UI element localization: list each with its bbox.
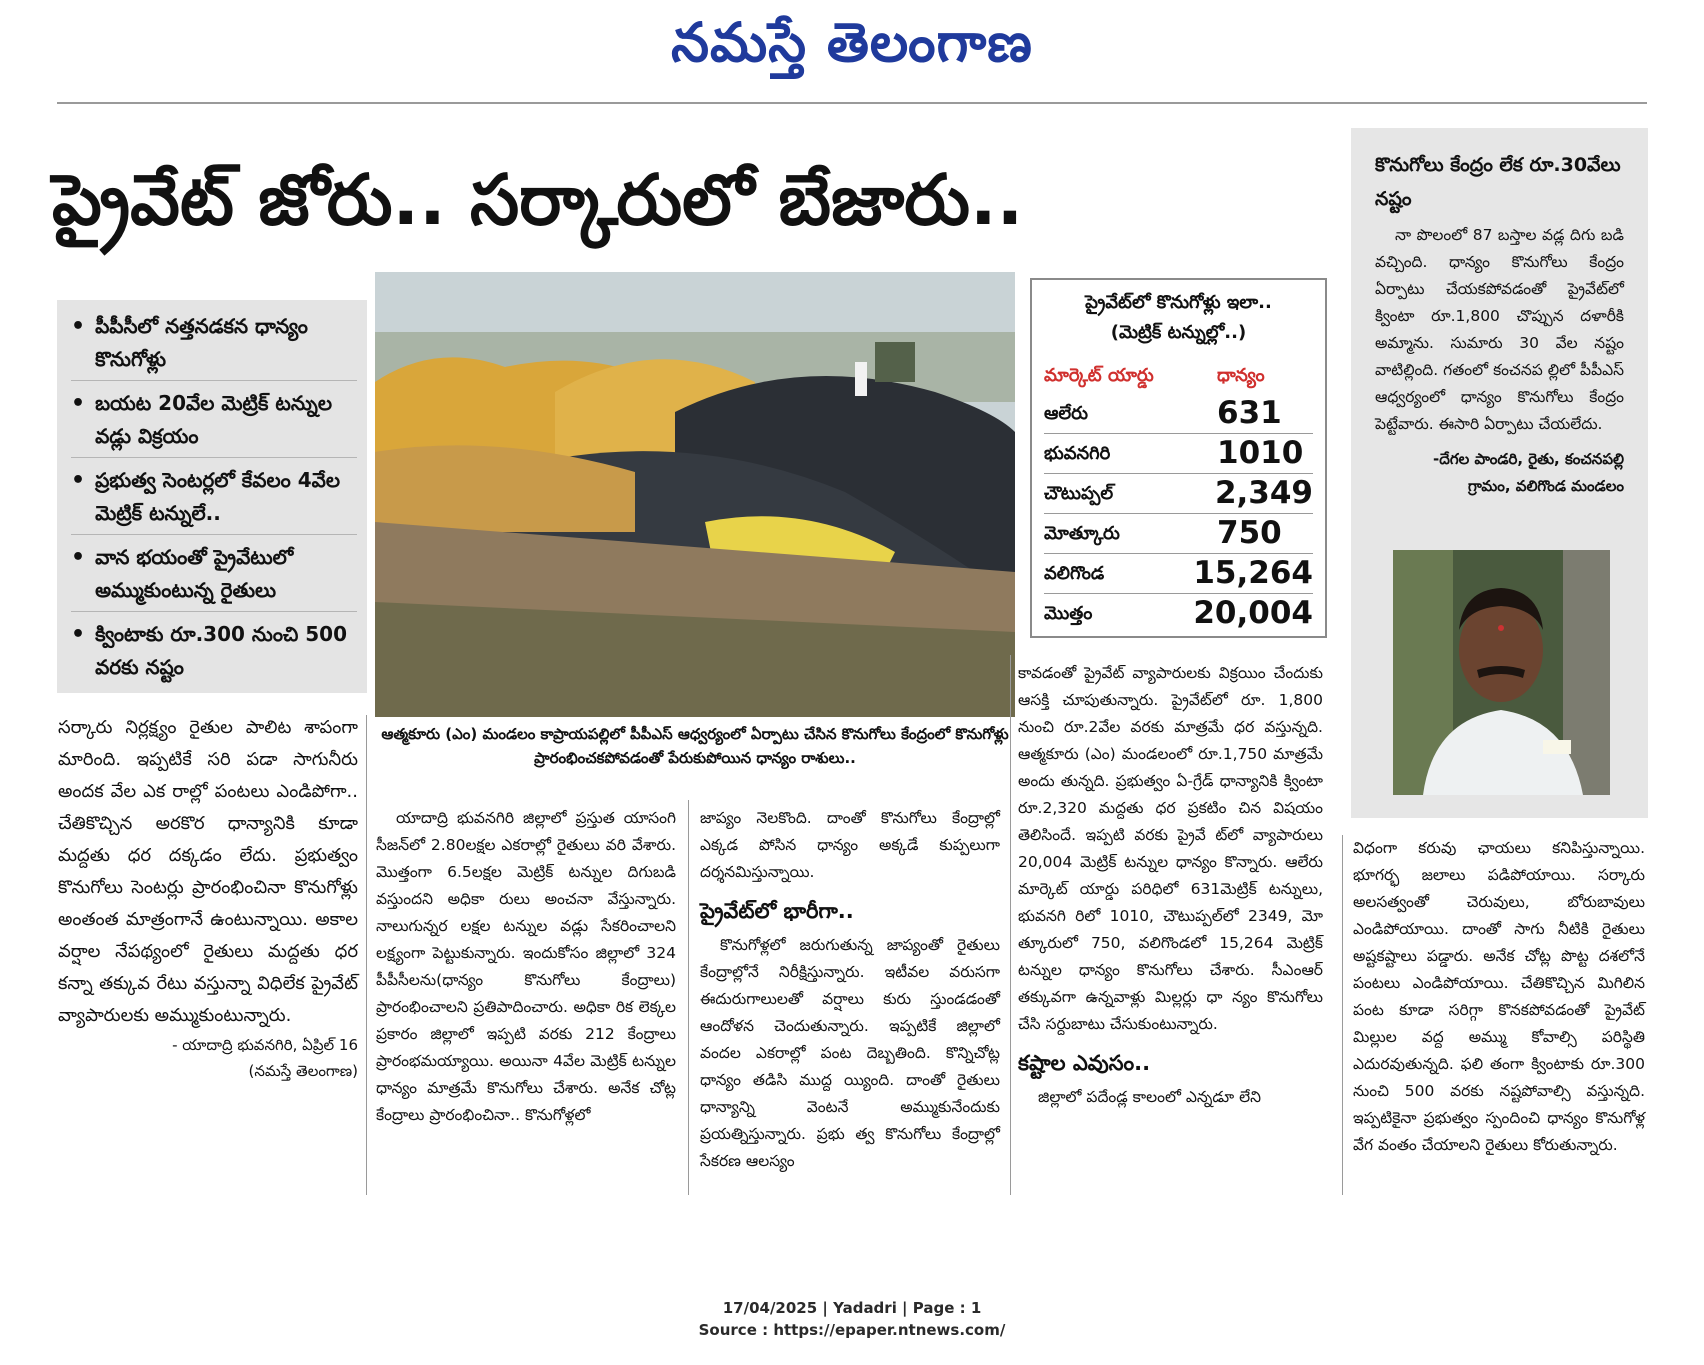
article-column-2 (376, 805, 676, 1200)
highlight-item (71, 464, 357, 535)
yard-qty: 1010 (1217, 435, 1304, 471)
grain-heaps-illustration (375, 272, 1015, 717)
table-subtitle: (మెట్రిక్ టన్నుల్లో..) (1110, 322, 1247, 343)
table-row (1044, 514, 1313, 554)
article-text: యాదాద్రి భువనగిరి జిల్లాలో ప్రస్తుత యాసంగి సీజన్‌లో 2.80లక్షల ఎకరాల్లో రైతులు వరి వేశారు. మొత్తంగా 6.5లక్షల మెట్రిక్ టన్నుల దిగుబడి వస్తుందని అధికా రులు అంచనా వేస్తున్నారు. నాలుగున్నర లక్షల టన్నుల వడ్లు సేకరించాలని లక్ష్యంగా పెట్టుకున్నారు. ఇందుకోసం జిల్లాలో 324 పీపీసీలను(ధాన్యం కొనుగోలు కేంద్రాలు) ప్రారంభించాలని ప్రతిపాదించారు. అధికా రిక లెక్కల ప్రకారం జిల్లాలో ఇప్పటి వరకు 212 కేంద్రాలు ప్రారంభమయ్యాయి. అయినా 4వేల మెట్రిక్ టన్నుల ధాన్యం మాత్రమే కొనుగోలు చేశారు. అనేక చోట్ల కేంద్రాలు ప్రారంభించినా.. కొనుగోళ్లలో (376, 809, 676, 1124)
yard-name: ఆలేరు (1044, 403, 1089, 424)
table-row (1044, 474, 1313, 514)
bullet-icon: • (71, 468, 86, 493)
yard-qty: 631 (1217, 395, 1282, 431)
table-total-row (1044, 594, 1313, 633)
yard-name: చౌటుప్పల్ (1044, 483, 1114, 504)
table-header (1044, 358, 1313, 394)
quote-body: నా పొలంలో 87 బస్తాల వడ్ల దిగు బడి వచ్చింది. ధాన్యం కొనుగోలు కేంద్రం ఏర్పాటు చేయకపోవడంతో ప్రైవేట్‌లో క్వింటా రూ.1,800 చొప్పున దళారీకి అమ్మాను. సుమారు 30 వేల నష్టం వాటిల్లింది. గతంలో కంచనప ల్లిలో పీపీఎస్ ఆధ్వర్యంలో ధాన్యం కొనుగోలు కేంద్రం పెట్టేవారు. ఈసారి ఏర్పాటు చేయలేదు. (1375, 226, 1624, 433)
total-qty: 20,004 (1193, 595, 1313, 631)
section-subhead: ప్రైవేట్‌లో భారీగా.. (700, 899, 854, 923)
bullet-icon: • (71, 391, 86, 416)
farmer-portrait (1393, 550, 1610, 795)
article-text: జిల్లాలో పదేండ్ల కాలంలో ఎన్నడూ లేని (1038, 1088, 1261, 1106)
article-text: విధంగా కరువు ఛాయలు కనిపిస్తున్నాయి. భూగర్భ జలాలు పడిపోయాయి. సర్కారు అలసత్వంతో చెరువులు, బోరుబావులు ఎండిపోయాయి. దాంతో సాగు నీటికి రైతులు అష్టకష్టాలు పడ్డారు. అనేక చోట్ల పొట్ట దశలోనే పంటలు ఎండిపోయాయి. చేతికొచ్చిన మిగిలిన పంట కూడా సరిగ్గా కొనకపోవడంతో ప్రైవేట్ మిల్లుల వద్ద అమ్ము కోవాల్సి పరిస్థితి ఎదురవుతున్నది. ఫలి తంగా క్వింటాకు రూ.300 నుంచి 500 వరకు నష్టపోవాల్సి వస్తున్నది. ఇప్పటికైనా ప్రభుత్వం స్పందించి ధాన్యం కొనుగోళ్ల వేగ వంతం చేయాలని రైతులు కోరుతున్నారు. (1353, 839, 1645, 1154)
yard-qty: 750 (1217, 515, 1282, 551)
photo-caption: ఆత్మకూరు (ఎం) మండలం కాప్రాయపల్లిలో పీపీఎస్ ఆధ్వర్యంలో ఏర్పాటు చేసిన కొనుగోలు కేంద్రంలో కొనుగోళ్లు ప్రారంభించకపోవడంతో పేరుకుపోయిన ధాన్యం రాశులు.. (381, 725, 1009, 767)
article-text: కావడంతో ప్రైవేట్ వ్యాపారులకు విక్రయిం చేందుకు ఆసక్తి చూపుతున్నారు. ప్రైవేట్‌లో రూ. 1,800 నుంచి రూ.2వేల వరకు మాత్రమే ధర వస్తున్నది. ఆత్మకూరు (ఎం) మండలంలో రూ.1,750 మాత్రమే అందు తున్నది. ప్రభుత్వం ఏ-గ్రేడ్ ధాన్యానికి క్వింటా రూ.2,320 మద్దతు ధర ప్రకటిం చిన విషయం తెలిసిందే. ఇప్పటి వరకు ప్రైవే ట్‌లో వ్యాపారులు 20,004 మెట్రిక్ టన్నుల ధాన్యం కొన్నారు. ఆలేరు మార్కెట్ యార్డు పరిధిలో 631మెట్రిక్ టన్నులు, భువనగి రిలో 1010, చౌటుప్పల్‌లో 2349, మో త్కూరులో 750, వలిగొండలో 15,264 మెట్రిక్ టన్నుల ధాన్యం కొనుగోలు చేశారు. సీఎంఆర్ తక్కువగా ఉన్నవాళ్లు మిల్లర్లు ధా న్యం కొనుగోలు చేసి సర్దుబాటు చేసుకుంటున్నారు. (1018, 664, 1323, 1033)
article-column-3 (700, 805, 1000, 1200)
article-text: కొనుగోళ్లలో జరుగుతున్న జాప్యంతో రైతులు కేంద్రాల్లోనే నిరీక్షిస్తున్నారు. ఇటీవల వరుసగా ఈదురుగాలులతో వర్షాలు కురు స్తుండడంతో ఆందోళన చెందుతున్నారు. ఇప్పటికే జిల్లాలో వందల ఎకరాల్లో పంట దెబ్బతింది. కొన్నిచోట్ల ధాన్యం తడిసి ముద్ద య్యింది. దాంతో రైతులు ధాన్యాన్ని వెంటనే అమ్ముకునేందుకు ప్రయత్నిస్తున్నారు. ప్రభు త్వ కొనుగోలు కేంద్రాల్లో సేకరణ ఆలస్యం (700, 936, 1000, 1170)
highlight-text: ప్రభుత్వ సెంటర్లలో కేవలం 4వేల మెట్రిక్ టన్నులే.. (95, 468, 341, 525)
highlight-text: వాన భయంతో ప్రైవేటులో అమ్ముకుంటున్న రైతులు (95, 545, 294, 602)
byline: (నమస్తే తెలంగాణ) (248, 1062, 358, 1080)
highlight-item (71, 387, 357, 458)
quote-credit: -దేగల పాండరి, రైతు, కంచనపల్లి (1433, 450, 1624, 468)
column-divider (366, 715, 367, 1195)
highlight-item (71, 541, 357, 612)
article-text: జాప్యం నెలకొంది. దాంతో కొనుగోలు కేంద్రాల్లో ఎక్కడ పోసిన ధాన్యం అక్కడే కుప్పలుగా దర్శనమిస్తున్నాయి. (700, 809, 1000, 881)
highlight-item (71, 618, 357, 688)
yard-name: వలిగొండ (1044, 563, 1105, 584)
page-headline: ప్రైవేట్ జోరు.. సర్కారులో బేజారు.. (52, 159, 1024, 241)
section-subhead: కష్టాల ఎవుసం.. (1018, 1051, 1151, 1075)
column-divider (1342, 835, 1343, 1195)
highlight-text: బయట 20వేల మెట్రిక్ టన్నుల వడ్లు విక్రయం (95, 391, 333, 448)
quote-credit-location: గ్రామం, వలిగొండ మండలం (1468, 477, 1624, 495)
header-market-yard: మార్కెట్ యార్డు (1044, 365, 1154, 386)
table-row (1044, 434, 1313, 474)
highlight-item (71, 310, 357, 381)
edition-info: 17/04/2025 | Yadadri | Page : 1 (722, 1299, 982, 1317)
masthead-divider (57, 102, 1647, 104)
source-url: Source : https://epaper.ntnews.com/ (698, 1321, 1006, 1339)
highlight-text: పీపీసీలో నత్తనడకన ధాన్యం కొనుగోళ్లు (95, 314, 308, 371)
grain-heaps-photo (375, 272, 1015, 717)
highlights-box (57, 300, 367, 693)
masthead-logo: నమస్తే తెలంగాణ (671, 11, 1033, 74)
table-row (1044, 554, 1313, 594)
farmer-portrait-illustration (1393, 550, 1610, 795)
lead-paragraph (58, 712, 358, 1192)
page-footer (0, 1297, 1704, 1341)
total-label: మొత్తం (1044, 603, 1093, 624)
table-row (1044, 394, 1313, 434)
yard-name: భువనగిరి (1044, 443, 1111, 464)
lead-text: సర్కారు నిర్లక్ష్యం రైతుల పాలిట శాపంగా మారింది. ఇప్పటికే సరి పడా సాగునీరు అందక వేల ఎక రాల్లో పంటలు ఎండిపోగా.. చేతికొచ్చిన అరకొర ధాన్యానికి కూడా మద్దతు ధర దక్కడం లేదు. ప్రభుత్వం కొనుగోలు సెంటర్లు ప్రారంభించినా కొనుగోళ్లు అంతంత మాత్రంగానే ఉంటున్నాయి. అకాల వర్షాల నేపథ్యంలో రైతులు మద్దతు ధర కన్నా తక్కువ రేటు వస్తున్నా విధిలేక ప్రైవేట్ వ్యాపారులకు అమ్ముకుంటున్నారు. (58, 717, 358, 1026)
bullet-icon: • (71, 622, 86, 647)
private-purchase-table (1030, 278, 1327, 638)
yard-qty: 2,349 (1214, 475, 1313, 511)
column-divider (688, 800, 689, 1195)
header-grain: ధాన్యం (1217, 365, 1265, 386)
highlight-text: క్వింటాకు రూ.300 నుంచి 500 వరకు నష్టం (95, 622, 348, 679)
table-title: ప్రైవేట్‌లో కొనుగోళ్లు ఇలా.. (1085, 292, 1272, 313)
yard-name: మోత్కూరు (1044, 523, 1120, 544)
article-column-4 (1018, 660, 1323, 1200)
column-divider (1010, 655, 1011, 1195)
yard-qty: 15,264 (1193, 555, 1313, 591)
dateline: - యాదాద్రి భువనగిరి, ఏప్రిల్ 16 (172, 1036, 358, 1054)
article-column-5 (1353, 835, 1645, 1195)
bullet-icon: • (71, 545, 86, 570)
bullet-icon: • (71, 314, 86, 339)
quote-title: కొనుగోలు కేంద్రం లేక రూ.30వేలు నష్టం (1375, 154, 1621, 210)
